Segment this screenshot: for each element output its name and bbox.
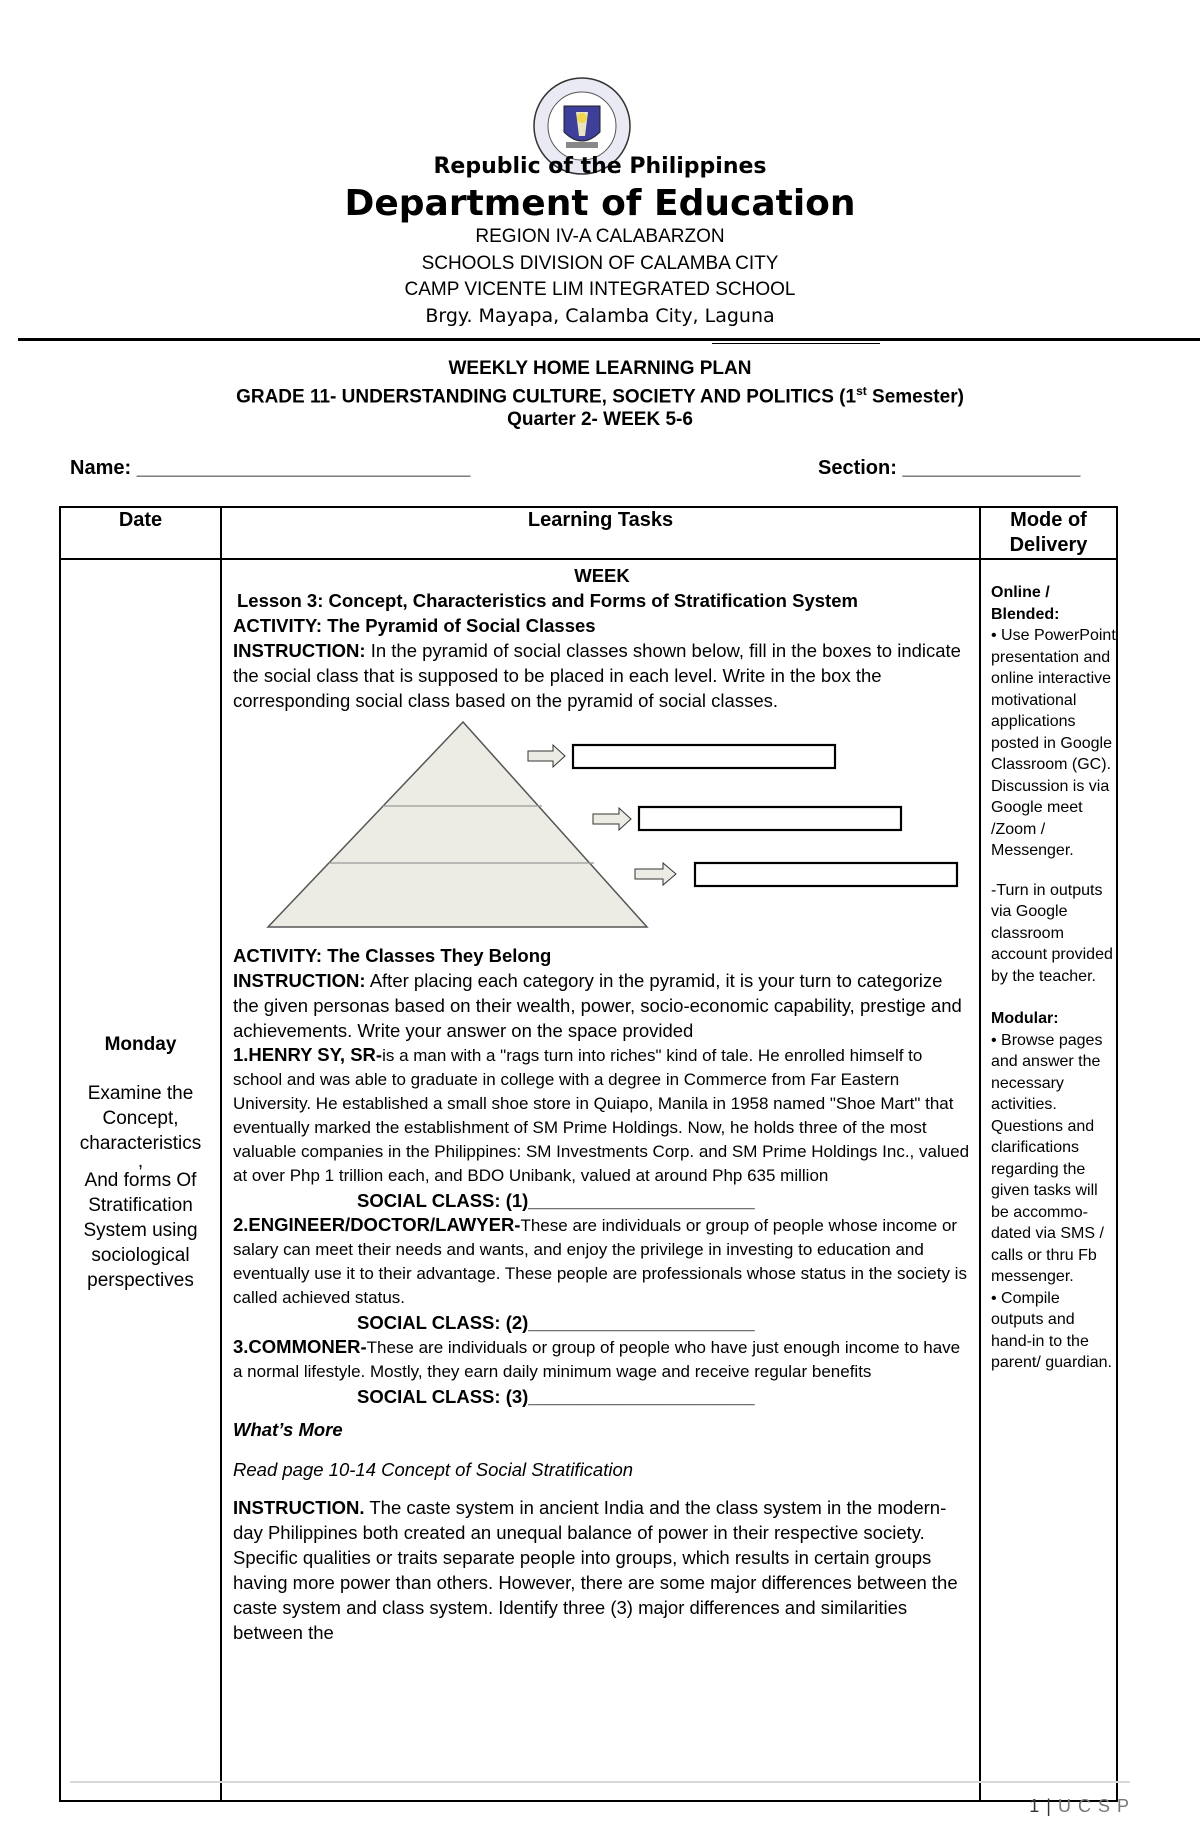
date-desc-2: ,	[137, 1151, 144, 1172]
table-header-row	[60, 507, 1117, 559]
mode-cell	[980, 559, 1117, 1801]
header-tasks: Learning Tasks	[221, 507, 980, 559]
week-label: WEEK	[574, 565, 630, 586]
answer-box-1	[573, 745, 835, 768]
region-line: REGION IV-A CALABARZON	[475, 226, 725, 247]
header-divider-accent	[712, 343, 880, 344]
persona-2: 2.ENGINEER/DOCTOR/LAWYER-These are individuals or group of people whose income or salary can meet their needs and wants, and enjoy the privilege in investing to education and eventually use it to their advantage. These people are professionals whose status in the society is called achieved status.	[233, 1214, 967, 1307]
lesson-title: Lesson 3: Concept, Characteristics and Forms of Stratification System	[237, 590, 858, 611]
page-footer: 1 | U C S P	[1029, 1796, 1130, 1816]
school-line: CAMP VICENTE LIM INTEGRATED SCHOOL	[404, 279, 796, 300]
social-class-3[interactable]: SOCIAL CLASS: (3)______________________	[357, 1386, 755, 1407]
persona-3: 3.COMMONER-These are individuals or group of people who have just enough income to have a normal lifestyle. Mostly, they earn daily minimum wage and receive regular benefits	[233, 1336, 961, 1381]
learning-plan-table	[59, 506, 1118, 1802]
answer-box-3	[695, 863, 957, 886]
address-line: Brgy. Mayapa, Calamba City, Laguna	[425, 305, 775, 327]
footer-label: U C S P	[1057, 1796, 1130, 1816]
instruction-1: INSTRUCTION: In the pyramid of social classes shown below, fill in the boxes to indicate the social class that is supposed to be placed in each level. Write in the box the corresponding social class based on the pyramid of social classes.	[233, 640, 961, 711]
arrow-3-icon	[635, 863, 676, 885]
header-divider	[18, 338, 1200, 341]
activity-2-title: ACTIVITY: The Classes They Belong	[233, 945, 552, 966]
section-field[interactable]: Section: ________________	[818, 457, 1081, 479]
turnin-text: -Turn in outputs via Google classroom account provided by the teacher.	[991, 881, 1113, 985]
pyramid-figure	[233, 713, 971, 943]
division-line: SCHOOLS DIVISION OF CALAMBA CITY	[421, 253, 779, 274]
modular-text-1: • Browse pages and answer the necessary activities. Questions and clarifications regarding the given tasks will be accommo-dated via SMS / calls or thru Fb messenger.	[991, 1031, 1104, 1285]
modular-label: Modular:	[991, 1010, 1059, 1027]
arrow-2-icon	[593, 808, 631, 830]
answer-box-2	[639, 807, 901, 830]
plan-subject: GRADE 11- UNDERSTANDING CULTURE, SOCIETY AND POLITICS (1st Semester)	[236, 384, 964, 408]
footer-divider	[70, 1781, 1130, 1783]
modular-text-2: • Compile outputs and hand-in to the parent/ guardian.	[991, 1289, 1112, 1371]
reading-assignment: Read page 10-14 Concept of Social Stratification	[233, 1459, 634, 1480]
republic-line: Republic of the Philippines	[433, 154, 767, 179]
plan-title: WEEKLY HOME LEARNING PLAN	[448, 358, 752, 379]
tasks-cell	[221, 559, 980, 1801]
arrow-1-icon	[528, 745, 565, 767]
online-text: • Use PowerPoint presentation and online interactive motivational applications posted in Google Classroom (GC). Discussion is via Google meet /Zoom / Messenger.	[991, 627, 1116, 859]
instruction-2: INSTRUCTION: After placing each category in the pyramid, it is your turn to categorize the given personas based on their wealth, power, socio-economic capability, prestige and achievements. Write your answer on the space provided	[233, 970, 962, 1041]
whats-more-heading: What’s More	[233, 1419, 343, 1440]
activity-1-title: ACTIVITY: The Pyramid of Social Classes	[233, 615, 596, 636]
plan-quarter: Quarter 2- WEEK 5-6	[507, 409, 693, 430]
date-cell	[60, 559, 221, 1801]
date-desc-3: And forms Of Stratification System using sociological perspectives	[83, 1170, 198, 1291]
header-mode: Mode of Delivery	[980, 507, 1117, 559]
date-day: Monday	[104, 1034, 177, 1055]
page-number: 1	[1029, 1796, 1041, 1816]
name-field[interactable]: Name: ______________________________	[70, 457, 471, 479]
social-class-2[interactable]: SOCIAL CLASS: (2)______________________	[357, 1312, 755, 1333]
date-desc-1: Examine the Concept, characteristics	[79, 1083, 202, 1154]
persona-1: 1.HENRY SY, SR-is a man with a "rags turn into riches" kind of tale. He enrolled himself to school and was able to graduate in college with a degree in Commerce from Far Eastern University. He established a small shoe store in Quiapo, Manila in 1958 named "Shoe Mart" that eventually marked the establishment of SM Prime Holdings. Now, he holds three of the most valuable companies in the Philippines: SM Investments Corp. and SM Prime Holdings Inc., valued at over Php 1 trillion each, and BDO Unibank, valued at around Php 635 million	[233, 1044, 970, 1185]
instruction-3: INSTRUCTION. The caste system in ancient India and the class system in the modern-day Philippines both created an unequal balance of power in their respective society. Specific qualities or traits separate people into groups, which results in certain groups having more power than others. However, there are some major differences between the caste system and class system. Identify three (3) major differences and similarities between the	[233, 1497, 958, 1643]
header-date: Date	[60, 507, 221, 559]
social-class-1[interactable]: SOCIAL CLASS: (1)______________________	[357, 1190, 755, 1211]
table-row	[60, 559, 1117, 1801]
online-label: Online / Blended:	[991, 584, 1060, 623]
department-title: Department of Education	[344, 183, 856, 224]
